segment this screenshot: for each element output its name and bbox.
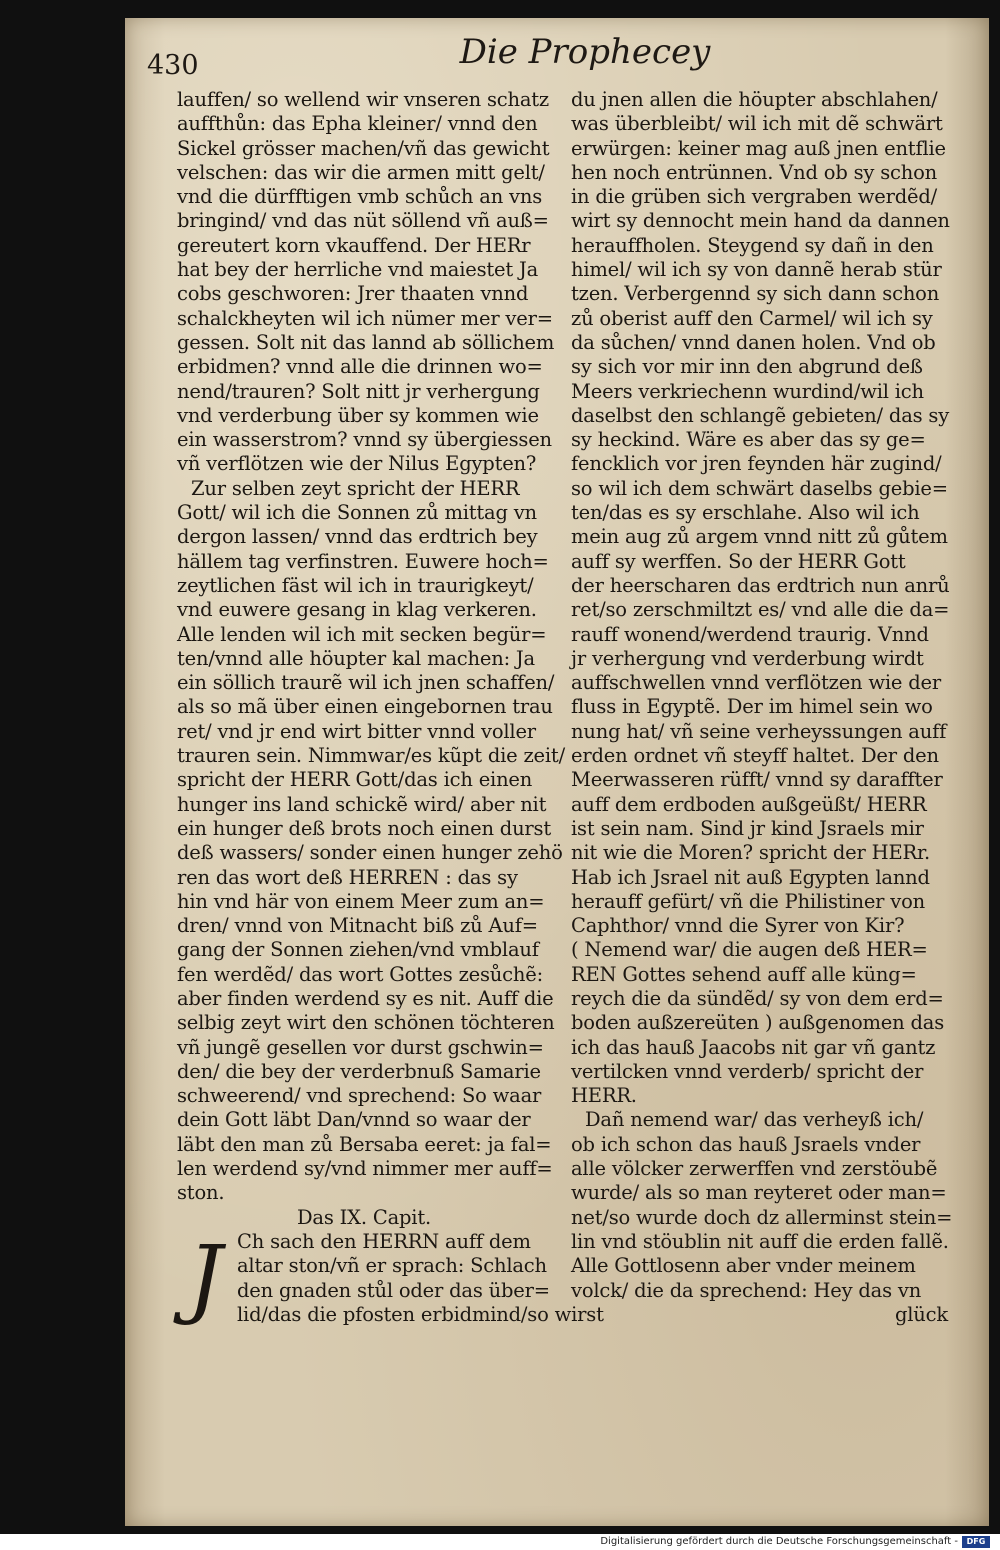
text-line: Ch sach den HERRN auff dem xyxy=(237,1229,531,1253)
text-line: hunger ins land schickẽ wird/ aber nit xyxy=(177,792,547,816)
text-line: sy sich vor mir inn den abgrund deß xyxy=(571,355,923,379)
text-line: ein söllich traurẽ wil ich jnen schaffen/ xyxy=(177,671,555,695)
text-line: net/so wurde doch dz allerminst stein= xyxy=(571,1205,953,1229)
text-line: Zur selben zeyt spricht der HERR xyxy=(191,476,520,500)
text-line: mein aug zů argem vnnd nitt zů gůtem xyxy=(571,525,948,549)
text-line: REN Gottes sehend auff alle küng= xyxy=(571,962,917,986)
text-line: sy heckind. Wäre es aber das sy ge= xyxy=(571,428,926,452)
text-line: daselbst den schlangẽ gebieten/ das sy xyxy=(571,403,950,427)
text-line: vñ verflötzen wie der Nilus Egypten? xyxy=(177,452,537,476)
right-column xyxy=(571,88,966,1327)
drop-initial: J xyxy=(187,1227,223,1328)
text-line: cobs geschworen: Jrer thaaten vnnd xyxy=(177,282,529,306)
dfg-logo: DFG xyxy=(962,1536,990,1548)
text-line: fen werdẽd/ das wort Gottes zesůchẽ: xyxy=(177,962,543,986)
text-line: rauff wonend/werdend traurig. Vnnd xyxy=(571,622,929,646)
text-line: len werdend sy/vnd nimmer mer auff= xyxy=(177,1157,553,1181)
catchword: glück xyxy=(894,1302,948,1326)
text-line: boden außzereüten ) außgenomen das xyxy=(571,1011,945,1035)
text-line: gang der Sonnen ziehen/vnd vmblauf xyxy=(177,938,539,962)
text-line: auff dem erdboden außgeüßt/ HERR xyxy=(571,792,927,816)
text-line: Gott/ wil ich die Sonnen zů mittag vn xyxy=(177,501,537,525)
chapter-title: Das IX. Capit. xyxy=(297,1205,431,1229)
text-line: hällem tag verfinstren. Euwere hoch= xyxy=(177,549,549,573)
text-line: was überbleibt/ wil ich mit dẽ schwärt xyxy=(571,112,943,136)
text-line: selbig zeyt wirt den schönen töchteren xyxy=(177,1011,555,1035)
text-line: hin vnd här von einem Meer zum an= xyxy=(177,889,545,913)
left-column-lines xyxy=(177,88,565,1206)
text-line: wirt sy dennocht mein hand da dannen xyxy=(571,209,950,233)
chapter-opening xyxy=(177,1227,604,1328)
text-line: aber finden werdend sy es nit. Auff die xyxy=(177,986,554,1010)
text-line: Dañ nemend war/ das verheyß ich/ xyxy=(585,1108,924,1132)
text-line: ich das hauß Jaacobs nit gar vñ gantz xyxy=(571,1035,936,1059)
text-line: vñ jungẽ gesellen vor durst gschwin= xyxy=(177,1035,544,1059)
text-line: den/ die bey der verderbnuß Samarie xyxy=(177,1059,541,1083)
text-line: Hab ich Jsrael nit auß Egypten lannd xyxy=(571,865,930,889)
text-line: vnd euwere gesang in klag verkeren. xyxy=(177,598,537,622)
text-line: lauffen/ so wellend wir vnseren schatz xyxy=(177,88,549,111)
text-line: auffthůn: das Epha kleiner/ vnnd den xyxy=(177,112,538,136)
text-line: so wil ich dem schwärt daselbs gebie= xyxy=(571,476,948,500)
text-line: alle völcker zerwerffen vnd zerstöubẽ xyxy=(571,1157,938,1181)
text-line: fencklich vor jren feynden här zugind/ xyxy=(571,452,942,476)
text-line: ein hunger deß brots noch einen durst xyxy=(177,816,552,840)
text-line: Alle Gottlosenn aber vnder meinem xyxy=(571,1254,916,1278)
text-line: als so mã über einen eingebornen trau xyxy=(177,695,553,719)
text-line: lin vnd stöublin nit auff die erden fallẽ. xyxy=(571,1229,949,1253)
running-head: Die Prophecey xyxy=(459,32,711,72)
text-line: du jnen allen die höupter abschlahen/ xyxy=(571,88,938,111)
text-line: Alle lenden wil ich mit secken begür= xyxy=(177,622,547,646)
text-line: Caphthor/ vnnd die Syrer von Kir? xyxy=(571,914,905,938)
text-line: vnd die dürfftigen vmb schůch an vns xyxy=(177,185,543,209)
text-line: reych die da sündẽd/ sy von dem erd= xyxy=(571,986,944,1010)
text-line: nend/trauren? Solt nitt jr verhergung xyxy=(177,379,540,403)
text-line: auffschwellen vnnd verflötzen wie der xyxy=(571,671,942,695)
text-line: ten/vnnd alle höupter kal machen: Ja xyxy=(177,646,535,670)
text-line: nung hat/ vñ seine verheyssungen auff xyxy=(571,719,947,743)
text-line: ston. xyxy=(177,1181,225,1205)
text-line: ein wasserstrom? vnnd sy übergiessen xyxy=(177,428,552,452)
text-line: gessen. Solt nit das lannd ab söllichem xyxy=(177,330,555,354)
funding-credit: Digitalisierung gefördert durch die Deutsche Forschungsgemeinschaft - xyxy=(600,1536,958,1547)
text-line: vnd verderbung über sy kommen wie xyxy=(177,403,539,427)
text-line: trauren sein. Nimmwar/es kũpt die zeit/ xyxy=(177,744,565,768)
text-line: spricht der HERR Gott/das ich einen xyxy=(177,768,533,792)
text-line: himel/ wil ich sy von dannẽ herab stür xyxy=(571,258,942,282)
book-page xyxy=(125,18,989,1526)
text-line: volck/ die da sprechend: Hey das vn xyxy=(571,1278,922,1302)
text-line: bringind/ vnd das nüt söllend vñ auß= xyxy=(177,209,549,233)
text-line: schalckheyten wil ich nümer mer ver= xyxy=(177,306,553,330)
text-line: tzen. Verbergennd sy sich dann schon xyxy=(571,282,940,306)
text-line: auff sy werffen. So der HERR Gott xyxy=(571,549,906,573)
text-line: vertilcken vnnd verderb/ spricht der xyxy=(571,1059,924,1083)
chapter-lines xyxy=(177,1227,604,1328)
text-line: da sůchen/ vnnd danen holen. Vnd ob xyxy=(571,330,936,354)
text-line: schweerend/ vnd sprechend: So waar xyxy=(177,1084,542,1108)
text-line: hen noch entrünnen. Vnd ob sy schon xyxy=(571,160,938,184)
text-line: erwürgen: keiner mag auß jnen entflie xyxy=(571,136,946,160)
left-column xyxy=(177,88,604,1328)
text-line: den gnaden stůl oder das über= xyxy=(237,1278,550,1302)
text-line: herauffholen. Steygend sy dañ in den xyxy=(571,233,934,257)
text-line: nit wie die Moren? spricht der HERr. xyxy=(571,841,930,865)
text-line: ( Nemend war/ die augen deß HER= xyxy=(571,938,928,962)
text-line: dein Gott läbt Dan/vnnd so waar der xyxy=(177,1108,531,1132)
text-line: hat bey der herrliche vnd maiestet Ja xyxy=(177,258,539,282)
page-number: 430 xyxy=(147,50,199,81)
text-line: zeytlichen fäst wil ich in traurigkeyt/ xyxy=(177,573,534,597)
text-line: wurde/ als so man reyteret oder man= xyxy=(571,1181,947,1205)
text-line: ret/so zerschmiltzt es/ vnd alle die da= xyxy=(571,598,950,622)
text-line: ret/ vnd jr end wirt bitter vnnd voller xyxy=(177,719,536,743)
text-line: HERR. xyxy=(571,1084,637,1108)
digitization-footer xyxy=(0,1534,1000,1550)
text-line: erbidmen? vnnd alle die drinnen wo= xyxy=(177,355,543,379)
text-line: dergon lassen/ vnnd das erdtrich bey xyxy=(177,525,538,549)
text-line: ist sein nam. Sind jr kind Jsraels mir xyxy=(571,816,924,840)
text-line: ren das wort deß HERREN : das sy xyxy=(177,865,518,889)
text-line: in die grüben sich vergraben werdẽd/ xyxy=(571,185,938,209)
text-line: altar ston/vñ er sprach: Schlach xyxy=(237,1254,547,1278)
text-line: fluss in Egyptẽ. Der im himel sein wo xyxy=(571,695,933,719)
text-line: erden ordnet vñ steyff haltet. Der den xyxy=(571,744,939,768)
text-line: lid/das die pfosten erbidmind/so wirst xyxy=(237,1302,604,1326)
text-line: ten/das es sy erschlahe. Also wil ich xyxy=(571,501,920,525)
text-line: ob ich schon das hauß Jsraels vnder xyxy=(571,1132,921,1156)
text-line: Meers verkriechenn wurdind/wil ich xyxy=(571,379,924,403)
text-line: Meerwasseren rüfft/ vnnd sy daraffter xyxy=(571,768,943,792)
text-line: deß wassers/ sonder einen hunger zehö xyxy=(177,841,563,865)
text-line: gereutert korn vkauffend. Der HERr xyxy=(177,233,531,257)
text-line: läbt den man zů Bersaba eeret: ja fal= xyxy=(177,1132,552,1156)
text-line: dren/ vnnd von Mitnacht biß zů Auf= xyxy=(177,914,538,938)
text-line: velschen: das wir die armen mitt gelt/ xyxy=(177,160,545,184)
text-line: herauff gefürt/ vñ die Philistiner von xyxy=(571,889,925,913)
text-line: Sickel grösser machen/vñ das gewicht xyxy=(177,136,550,160)
text-line: jr verhergung vnd verderbung wirdt xyxy=(571,646,924,670)
text-line: zů oberist auff den Carmel/ wil ich sy xyxy=(571,306,933,330)
text-line: der heerscharen das erdtrich nun anrů xyxy=(571,573,950,597)
right-column-lines xyxy=(571,88,966,1303)
